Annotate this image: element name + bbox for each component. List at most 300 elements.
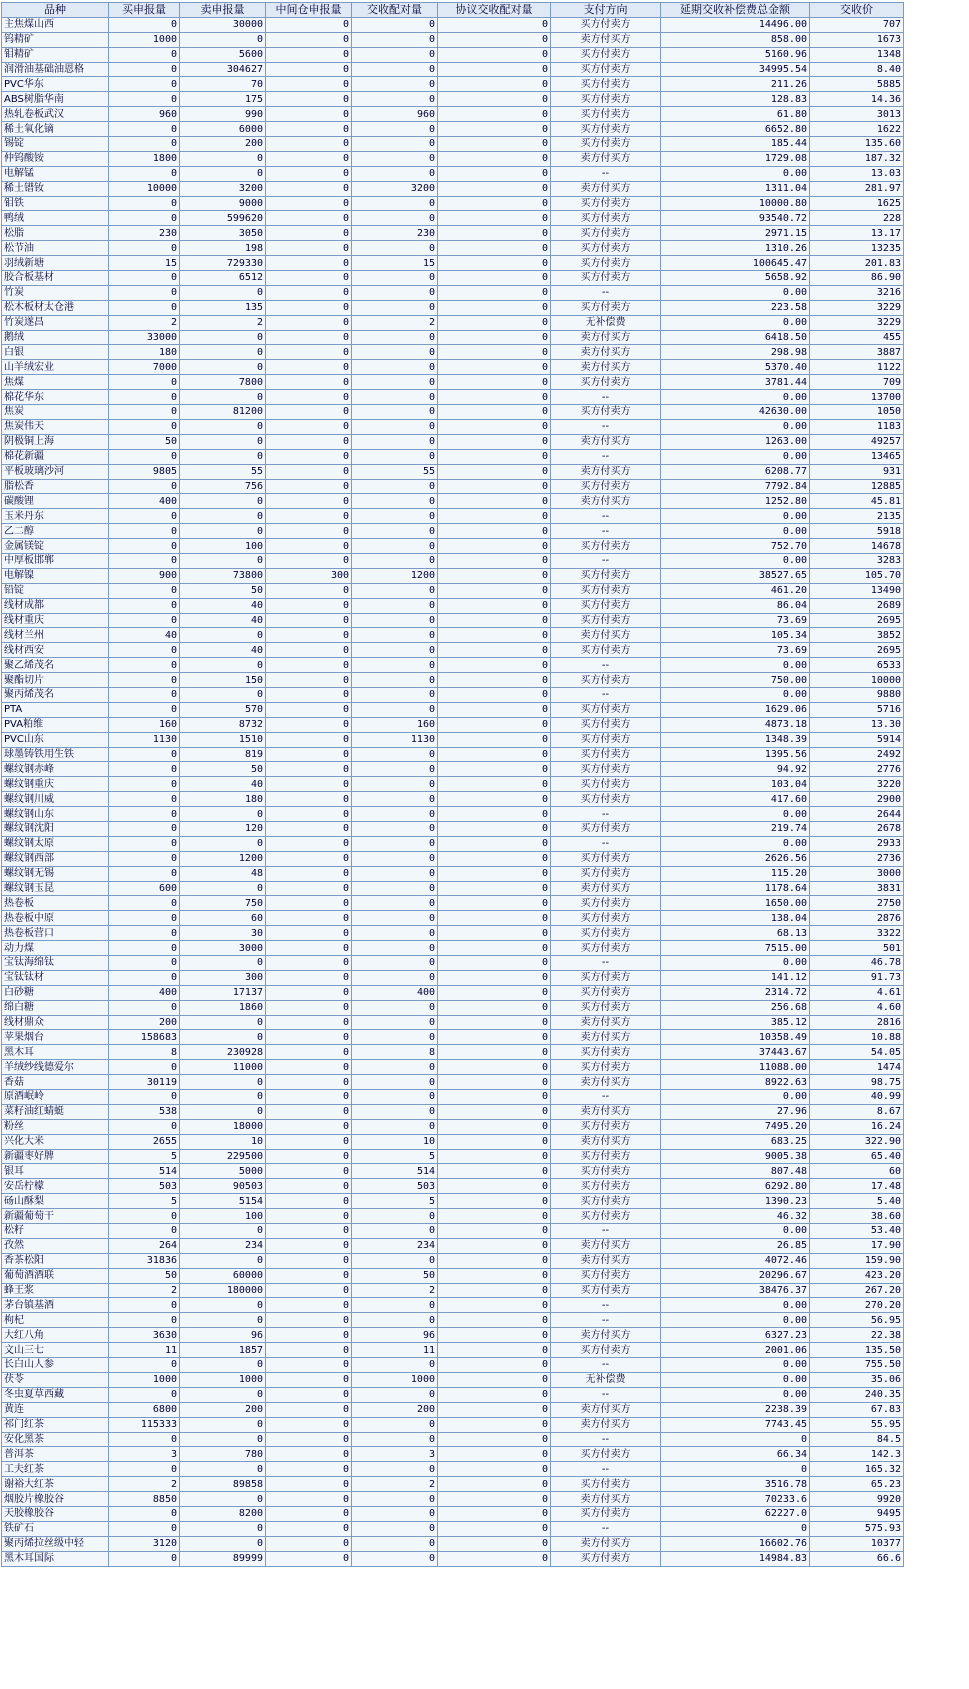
- cell-payment-direction: 买方付卖方: [551, 479, 661, 494]
- cell-agreement-matched-qty: 0: [438, 970, 551, 985]
- table-row: [2, 643, 904, 658]
- cell-payment-direction: --: [551, 524, 661, 539]
- cell-buy-qty: 400: [109, 494, 180, 509]
- cell-product-name: 竹炭: [2, 285, 109, 300]
- cell-product-name: 绵白糖: [2, 1000, 109, 1015]
- cell-intermediary-qty: 0: [266, 509, 352, 524]
- cell-matched-qty: 0: [352, 62, 438, 77]
- cell-product-name: 螺纹钢西部: [2, 851, 109, 866]
- cell-agreement-matched-qty: 0: [438, 1149, 551, 1164]
- cell-agreement-matched-qty: 0: [438, 122, 551, 137]
- cell-agreement-matched-qty: 0: [438, 390, 551, 405]
- cell-payment-direction: 卖方付买方: [551, 1253, 661, 1268]
- cell-matched-qty: 0: [352, 598, 438, 613]
- cell-compensation-total: 7743.45: [661, 1417, 810, 1432]
- cell-compensation-total: 0.00: [661, 1372, 810, 1387]
- cell-matched-qty: 0: [352, 1417, 438, 1432]
- cell-matched-qty: 2: [352, 315, 438, 330]
- cell-sell-qty: 0: [180, 1253, 266, 1268]
- cell-buy-qty: 200: [109, 1015, 180, 1030]
- table-row: [2, 821, 904, 836]
- cell-delivery-price: 165.32: [810, 1462, 904, 1477]
- cell-buy-qty: 0: [109, 137, 180, 152]
- cell-intermediary-qty: 0: [266, 1000, 352, 1015]
- table-row: [2, 1417, 904, 1432]
- cell-payment-direction: 买方付卖方: [551, 92, 661, 107]
- cell-delivery-price: 84.5: [810, 1432, 904, 1447]
- table-row: [2, 449, 904, 464]
- cell-product-name: 银耳: [2, 1164, 109, 1179]
- cell-sell-qty: 0: [180, 807, 266, 822]
- cell-payment-direction: 卖方付买方: [551, 494, 661, 509]
- cell-buy-qty: 50: [109, 1268, 180, 1283]
- cell-matched-qty: 0: [352, 926, 438, 941]
- cell-sell-qty: 200: [180, 137, 266, 152]
- cell-delivery-price: 86.90: [810, 271, 904, 286]
- cell-delivery-price: 55.95: [810, 1417, 904, 1432]
- cell-product-name: 螺纹钢无锡: [2, 866, 109, 881]
- cell-matched-qty: 0: [352, 524, 438, 539]
- cell-compensation-total: 0.00: [661, 166, 810, 181]
- cell-buy-qty: 33000: [109, 330, 180, 345]
- cell-payment-direction: 卖方付买方: [551, 330, 661, 345]
- cell-payment-direction: 买方付卖方: [551, 613, 661, 628]
- cell-sell-qty: 2: [180, 315, 266, 330]
- cell-product-name: 长白山人参: [2, 1358, 109, 1373]
- cell-sell-qty: 135: [180, 300, 266, 315]
- cell-buy-qty: 0: [109, 1060, 180, 1075]
- cell-compensation-total: 66.34: [661, 1447, 810, 1462]
- cell-matched-qty: 1130: [352, 732, 438, 747]
- cell-delivery-price: 6533: [810, 658, 904, 673]
- cell-payment-direction: 买方付卖方: [551, 1506, 661, 1521]
- cell-product-name: 砀山酥梨: [2, 1194, 109, 1209]
- cell-product-name: 中厚板邯郸: [2, 553, 109, 568]
- table-row: [2, 1224, 904, 1239]
- cell-matched-qty: 0: [352, 241, 438, 256]
- cell-product-name: 松籽: [2, 1224, 109, 1239]
- cell-payment-direction: 买方付卖方: [551, 1209, 661, 1224]
- cell-delivery-price: 56.95: [810, 1313, 904, 1328]
- table-row: [2, 673, 904, 688]
- cell-agreement-matched-qty: 0: [438, 211, 551, 226]
- header-sell-qty[interactable]: 卖申报量: [180, 3, 266, 18]
- cell-product-name: 螺纹钢玉昆: [2, 881, 109, 896]
- table-row: [2, 1015, 904, 1030]
- cell-agreement-matched-qty: 0: [438, 509, 551, 524]
- cell-product-name: 山羊绒宏业: [2, 360, 109, 375]
- cell-sell-qty: 0: [180, 628, 266, 643]
- table-row: [2, 494, 904, 509]
- cell-payment-direction: --: [551, 1521, 661, 1536]
- cell-agreement-matched-qty: 0: [438, 1462, 551, 1477]
- cell-compensation-total: 8922.63: [661, 1075, 810, 1090]
- table-row: [2, 1045, 904, 1060]
- cell-intermediary-qty: 0: [266, 1477, 352, 1492]
- cell-delivery-price: 10000: [810, 673, 904, 688]
- cell-product-name: 电解镍: [2, 568, 109, 583]
- cell-compensation-total: 1348.39: [661, 732, 810, 747]
- cell-agreement-matched-qty: 0: [438, 1015, 551, 1030]
- cell-delivery-price: 2736: [810, 851, 904, 866]
- cell-payment-direction: 买方付卖方: [551, 211, 661, 226]
- cell-sell-qty: 0: [180, 434, 266, 449]
- cell-intermediary-qty: 0: [266, 926, 352, 941]
- cell-compensation-total: 141.12: [661, 970, 810, 985]
- cell-payment-direction: 卖方付买方: [551, 1417, 661, 1432]
- table-row: [2, 1343, 904, 1358]
- cell-buy-qty: 0: [109, 1224, 180, 1239]
- cell-agreement-matched-qty: 0: [438, 792, 551, 807]
- cell-matched-qty: 514: [352, 1164, 438, 1179]
- cell-product-name: 香茶松阳: [2, 1253, 109, 1268]
- cell-sell-qty: 0: [180, 1387, 266, 1402]
- cell-sell-qty: 9000: [180, 196, 266, 211]
- cell-delivery-price: 13465: [810, 449, 904, 464]
- table-row: [2, 524, 904, 539]
- cell-agreement-matched-qty: 0: [438, 1551, 551, 1566]
- table-header-row: [2, 3, 904, 18]
- cell-agreement-matched-qty: 0: [438, 941, 551, 956]
- cell-buy-qty: 0: [109, 658, 180, 673]
- table-row: [2, 717, 904, 732]
- cell-matched-qty: 0: [352, 271, 438, 286]
- cell-sell-qty: 70: [180, 77, 266, 92]
- cell-intermediary-qty: 0: [266, 226, 352, 241]
- cell-matched-qty: 0: [352, 1119, 438, 1134]
- cell-agreement-matched-qty: 0: [438, 777, 551, 792]
- cell-intermediary-qty: 0: [266, 851, 352, 866]
- cell-matched-qty: 0: [352, 553, 438, 568]
- cell-agreement-matched-qty: 0: [438, 1075, 551, 1090]
- cell-delivery-price: 3887: [810, 345, 904, 360]
- cell-matched-qty: 160: [352, 717, 438, 732]
- cell-compensation-total: 298.98: [661, 345, 810, 360]
- cell-buy-qty: 6800: [109, 1402, 180, 1417]
- cell-payment-direction: 买方付卖方: [551, 598, 661, 613]
- cell-agreement-matched-qty: 0: [438, 1119, 551, 1134]
- cell-sell-qty: 40: [180, 777, 266, 792]
- cell-compensation-total: 27.96: [661, 1104, 810, 1119]
- cell-compensation-total: 6418.50: [661, 330, 810, 345]
- cell-payment-direction: 卖方付买方: [551, 1104, 661, 1119]
- cell-intermediary-qty: 0: [266, 1432, 352, 1447]
- header-compensation-total[interactable]: 延期交收补偿费总金额: [661, 3, 810, 18]
- cell-sell-qty: 1200: [180, 851, 266, 866]
- cell-matched-qty: 0: [352, 285, 438, 300]
- cell-product-name: 胶合板基材: [2, 271, 109, 286]
- cell-sell-qty: 0: [180, 390, 266, 405]
- cell-matched-qty: 0: [352, 673, 438, 688]
- cell-compensation-total: 6208.77: [661, 464, 810, 479]
- cell-matched-qty: 3200: [352, 181, 438, 196]
- cell-buy-qty: 0: [109, 1000, 180, 1015]
- cell-agreement-matched-qty: 0: [438, 687, 551, 702]
- cell-intermediary-qty: 0: [266, 405, 352, 420]
- cell-payment-direction: --: [551, 553, 661, 568]
- cell-buy-qty: 0: [109, 509, 180, 524]
- cell-agreement-matched-qty: 0: [438, 1134, 551, 1149]
- cell-compensation-total: 0.00: [661, 658, 810, 673]
- cell-delivery-price: 1122: [810, 360, 904, 375]
- cell-agreement-matched-qty: 0: [438, 1268, 551, 1283]
- cell-payment-direction: 买方付卖方: [551, 539, 661, 554]
- cell-delivery-price: 2678: [810, 821, 904, 836]
- cell-buy-qty: 0: [109, 17, 180, 32]
- cell-buy-qty: 0: [109, 1521, 180, 1536]
- header-delivery-price[interactable]: 交收价: [810, 3, 904, 18]
- table-row: [2, 1268, 904, 1283]
- cell-buy-qty: 0: [109, 419, 180, 434]
- cell-payment-direction: 买方付卖方: [551, 77, 661, 92]
- cell-compensation-total: 0.00: [661, 1313, 810, 1328]
- cell-matched-qty: 0: [352, 941, 438, 956]
- cell-payment-direction: --: [551, 1387, 661, 1402]
- cell-intermediary-qty: 0: [266, 166, 352, 181]
- cell-product-name: 线材成都: [2, 598, 109, 613]
- cell-matched-qty: 0: [352, 345, 438, 360]
- cell-sell-qty: 60000: [180, 1268, 266, 1283]
- cell-buy-qty: 0: [109, 1506, 180, 1521]
- cell-sell-qty: 3050: [180, 226, 266, 241]
- cell-intermediary-qty: 0: [266, 300, 352, 315]
- header-product[interactable]: 品种: [2, 3, 109, 18]
- cell-matched-qty: 0: [352, 1492, 438, 1507]
- cell-buy-qty: 5: [109, 1194, 180, 1209]
- cell-buy-qty: 0: [109, 449, 180, 464]
- cell-intermediary-qty: 0: [266, 1358, 352, 1373]
- cell-matched-qty: 5: [352, 1194, 438, 1209]
- cell-sell-qty: 0: [180, 1521, 266, 1536]
- cell-delivery-price: 67.83: [810, 1402, 904, 1417]
- cell-delivery-price: 4.60: [810, 1000, 904, 1015]
- cell-delivery-price: 91.73: [810, 970, 904, 985]
- table-row: [2, 1387, 904, 1402]
- cell-payment-direction: 卖方付买方: [551, 881, 661, 896]
- cell-product-name: 白砂糖: [2, 985, 109, 1000]
- cell-compensation-total: 0.00: [661, 419, 810, 434]
- cell-product-name: 聚丙烯拉丝级中轻: [2, 1536, 109, 1551]
- cell-agreement-matched-qty: 0: [438, 926, 551, 941]
- cell-delivery-price: 8.67: [810, 1104, 904, 1119]
- cell-sell-qty: 0: [180, 956, 266, 971]
- cell-intermediary-qty: 0: [266, 1194, 352, 1209]
- cell-product-name: 电解锰: [2, 166, 109, 181]
- cell-agreement-matched-qty: 0: [438, 375, 551, 390]
- cell-agreement-matched-qty: 0: [438, 241, 551, 256]
- cell-buy-qty: 0: [109, 836, 180, 851]
- cell-product-name: 聚丙烯茂名: [2, 687, 109, 702]
- cell-product-name: 孜然: [2, 1238, 109, 1253]
- cell-intermediary-qty: 0: [266, 658, 352, 673]
- cell-matched-qty: 0: [352, 419, 438, 434]
- cell-compensation-total: 1263.00: [661, 434, 810, 449]
- cell-intermediary-qty: 0: [266, 702, 352, 717]
- header-matched-qty[interactable]: 交收配对量: [352, 3, 438, 18]
- cell-payment-direction: 卖方付买方: [551, 434, 661, 449]
- cell-payment-direction: 买方付卖方: [551, 375, 661, 390]
- cell-matched-qty: 0: [352, 300, 438, 315]
- cell-compensation-total: 5658.92: [661, 271, 810, 286]
- cell-agreement-matched-qty: 0: [438, 434, 551, 449]
- table-row: [2, 1372, 904, 1387]
- table-row: [2, 256, 904, 271]
- cell-delivery-price: 3216: [810, 285, 904, 300]
- cell-intermediary-qty: 0: [266, 613, 352, 628]
- cell-agreement-matched-qty: 0: [438, 151, 551, 166]
- cell-product-name: 粉丝: [2, 1119, 109, 1134]
- table-row: [2, 911, 904, 926]
- cell-agreement-matched-qty: 0: [438, 836, 551, 851]
- cell-matched-qty: 0: [352, 122, 438, 137]
- cell-compensation-total: 14496.00: [661, 17, 810, 32]
- table-row: [2, 926, 904, 941]
- header-agreement-matched-qty[interactable]: 协议交收配对量: [438, 3, 551, 18]
- cell-payment-direction: --: [551, 390, 661, 405]
- cell-compensation-total: 858.00: [661, 32, 810, 47]
- header-buy-qty[interactable]: 买申报量: [109, 3, 180, 18]
- cell-intermediary-qty: 0: [266, 1313, 352, 1328]
- cell-delivery-price: 2135: [810, 509, 904, 524]
- table-row: [2, 851, 904, 866]
- cell-delivery-price: 2689: [810, 598, 904, 613]
- cell-matched-qty: 0: [352, 449, 438, 464]
- cell-agreement-matched-qty: 0: [438, 1358, 551, 1373]
- cell-payment-direction: 买方付卖方: [551, 17, 661, 32]
- table-row: [2, 181, 904, 196]
- cell-payment-direction: 买方付卖方: [551, 107, 661, 122]
- cell-delivery-price: 270.20: [810, 1298, 904, 1313]
- cell-product-name: 焦炭: [2, 405, 109, 420]
- cell-product-name: 钼精矿: [2, 47, 109, 62]
- cell-payment-direction: --: [551, 687, 661, 702]
- cell-buy-qty: 0: [109, 405, 180, 420]
- cell-matched-qty: 0: [352, 866, 438, 881]
- cell-delivery-price: 3322: [810, 926, 904, 941]
- cell-payment-direction: --: [551, 449, 661, 464]
- cell-intermediary-qty: 0: [266, 17, 352, 32]
- cell-agreement-matched-qty: 0: [438, 405, 551, 420]
- cell-sell-qty: 1510: [180, 732, 266, 747]
- cell-product-name: 天胶橡胶谷: [2, 1506, 109, 1521]
- cell-sell-qty: 230928: [180, 1045, 266, 1060]
- cell-product-name: 脂松香: [2, 479, 109, 494]
- cell-matched-qty: 0: [352, 1358, 438, 1373]
- cell-compensation-total: 1252.80: [661, 494, 810, 509]
- cell-intermediary-qty: 0: [266, 256, 352, 271]
- cell-payment-direction: 买方付卖方: [551, 792, 661, 807]
- cell-intermediary-qty: 0: [266, 375, 352, 390]
- cell-matched-qty: 0: [352, 762, 438, 777]
- cell-delivery-price: 142.3: [810, 1447, 904, 1462]
- cell-agreement-matched-qty: 0: [438, 539, 551, 554]
- cell-sell-qty: 0: [180, 1075, 266, 1090]
- cell-payment-direction: 买方付卖方: [551, 271, 661, 286]
- cell-intermediary-qty: 0: [266, 137, 352, 152]
- cell-sell-qty: 0: [180, 1492, 266, 1507]
- cell-product-name: 黑木耳国际: [2, 1551, 109, 1566]
- cell-matched-qty: 0: [352, 792, 438, 807]
- cell-compensation-total: 211.26: [661, 77, 810, 92]
- table-row: [2, 345, 904, 360]
- cell-payment-direction: --: [551, 1313, 661, 1328]
- cell-payment-direction: 买方付卖方: [551, 1447, 661, 1462]
- cell-buy-qty: 9805: [109, 464, 180, 479]
- cell-intermediary-qty: 0: [266, 1521, 352, 1536]
- cell-delivery-price: 2492: [810, 747, 904, 762]
- cell-product-name: 谢裕大红茶: [2, 1477, 109, 1492]
- cell-sell-qty: 0: [180, 658, 266, 673]
- cell-payment-direction: --: [551, 1224, 661, 1239]
- cell-delivery-price: 2816: [810, 1015, 904, 1030]
- cell-sell-qty: 0: [180, 1417, 266, 1432]
- header-payment-direction[interactable]: 支付方向: [551, 3, 661, 18]
- cell-matched-qty: 0: [352, 836, 438, 851]
- cell-matched-qty: 0: [352, 92, 438, 107]
- cell-agreement-matched-qty: 0: [438, 464, 551, 479]
- cell-agreement-matched-qty: 0: [438, 956, 551, 971]
- cell-intermediary-qty: 0: [266, 449, 352, 464]
- cell-compensation-total: 0.00: [661, 956, 810, 971]
- cell-compensation-total: 0.00: [661, 1090, 810, 1105]
- cell-delivery-price: 1050: [810, 405, 904, 420]
- cell-delivery-price: 1673: [810, 32, 904, 47]
- cell-payment-direction: 卖方付买方: [551, 32, 661, 47]
- cell-compensation-total: 1178.64: [661, 881, 810, 896]
- table-row: [2, 881, 904, 896]
- cell-compensation-total: 11088.00: [661, 1060, 810, 1075]
- cell-buy-qty: 15: [109, 256, 180, 271]
- cell-buy-qty: 0: [109, 673, 180, 688]
- cell-sell-qty: 0: [180, 524, 266, 539]
- cell-product-name: 黑木耳: [2, 1045, 109, 1060]
- cell-intermediary-qty: 0: [266, 1238, 352, 1253]
- cell-payment-direction: 卖方付买方: [551, 1134, 661, 1149]
- cell-product-name: 普洱茶: [2, 1447, 109, 1462]
- cell-buy-qty: 158683: [109, 1030, 180, 1045]
- cell-intermediary-qty: 0: [266, 122, 352, 137]
- cell-delivery-price: 2644: [810, 807, 904, 822]
- cell-buy-qty: 0: [109, 77, 180, 92]
- cell-compensation-total: 1629.06: [661, 702, 810, 717]
- cell-sell-qty: 73800: [180, 568, 266, 583]
- header-intermediary-qty[interactable]: 中间仓申报量: [266, 3, 352, 18]
- cell-intermediary-qty: 0: [266, 911, 352, 926]
- cell-sell-qty: 729330: [180, 256, 266, 271]
- cell-product-name: 大红八角: [2, 1328, 109, 1343]
- cell-product-name: 松脂: [2, 226, 109, 241]
- cell-buy-qty: 2: [109, 1283, 180, 1298]
- cell-agreement-matched-qty: 0: [438, 1104, 551, 1119]
- cell-payment-direction: 卖方付买方: [551, 360, 661, 375]
- cell-payment-direction: --: [551, 509, 661, 524]
- cell-buy-qty: 31836: [109, 1253, 180, 1268]
- cell-product-name: 润滑油基础油恩格: [2, 62, 109, 77]
- cell-matched-qty: 0: [352, 1253, 438, 1268]
- table-row: [2, 32, 904, 47]
- cell-compensation-total: 0.00: [661, 1224, 810, 1239]
- cell-delivery-price: 201.83: [810, 256, 904, 271]
- cell-product-name: 焦煤: [2, 375, 109, 390]
- cell-sell-qty: 89999: [180, 1551, 266, 1566]
- cell-delivery-price: 35.06: [810, 1372, 904, 1387]
- cell-delivery-price: 12885: [810, 479, 904, 494]
- cell-delivery-price: 135.60: [810, 137, 904, 152]
- cell-matched-qty: 0: [352, 17, 438, 32]
- cell-matched-qty: 0: [352, 375, 438, 390]
- cell-compensation-total: 750.00: [661, 673, 810, 688]
- cell-product-name: 松节油: [2, 241, 109, 256]
